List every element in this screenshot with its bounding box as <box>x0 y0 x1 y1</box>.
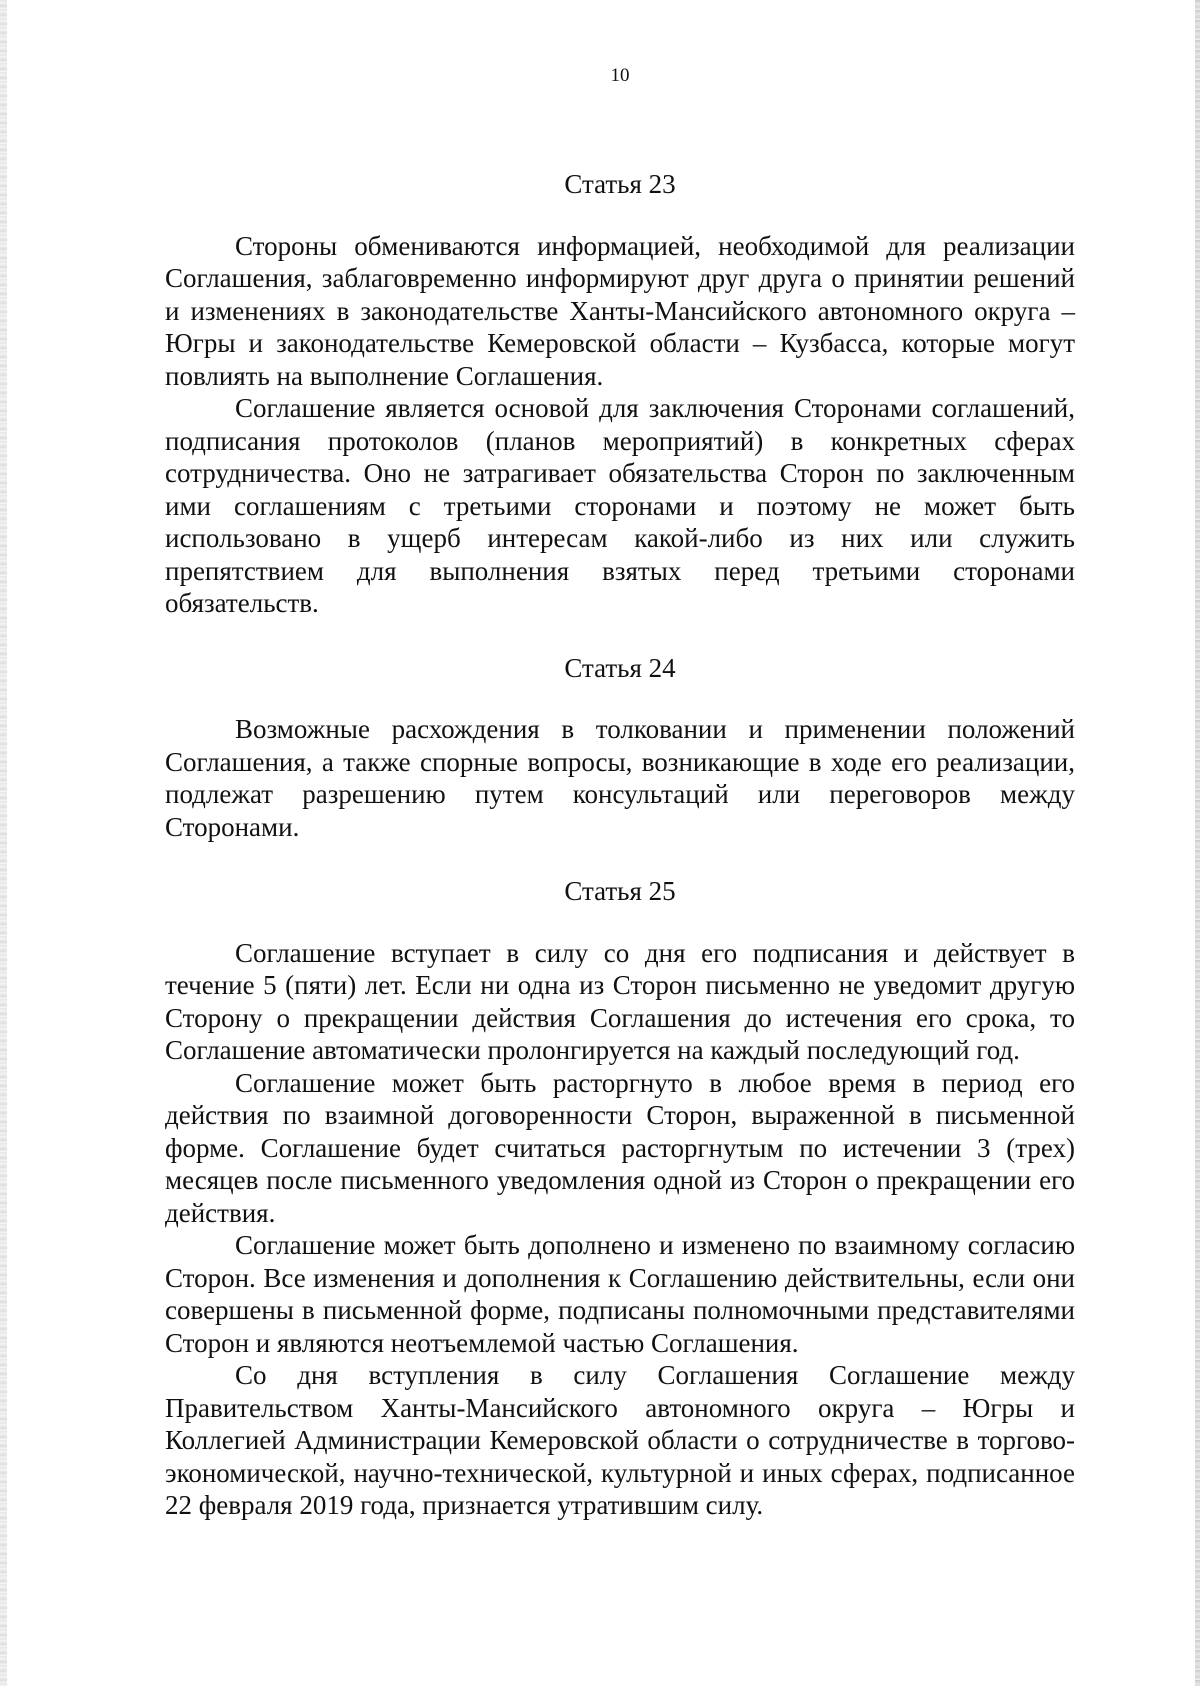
scan-edge-left <box>0 0 7 1686</box>
article-23-heading: Статья 23 <box>564 169 676 199</box>
article-25-heading: Статья 25 <box>564 876 676 906</box>
article-23-paragraph-2: Соглашение является основой для заключения Сторонами соглашений, подписания протоколов (планов мероприятий) в конкретных сферах сотрудничества. Оно не затрагивает обязательства Сторон по заключенным ими соглашениям с третьими сторонами и поэтому не может быть использовано в ущерб интересам какой-либо из них или служить препятствием для выполнения взятых перед третьими сторонами обязательств. <box>165 393 1075 618</box>
article-23-paragraph-1: Стороны обмениваются информацией, необходимой для реализации Соглашения, заблаговременно информируют друг друга о принятии решений и изменениях в законодательстве Ханты-Мансийского автономного округа – Югры и законодательстве Кемеровской области – Кузбасса, которые могут повлиять на выполнение Соглашения. <box>165 230 1075 391</box>
article-25-paragraph-3: Соглашение может быть дополнено и изменено по взаимному согласию Сторон. Все изменения и дополнения к Соглашению действительны, если они совершены в письменной форме, подписаны полномочными представителями Сторон и являются неотъемлемой частью Соглашения. <box>165 1230 1075 1358</box>
article-25-paragraph-2: Соглашение может быть расторгнуто в любое время в период его действия по взаимной договоренности Сторон, выраженной в письменной форме. Соглашение будет считаться расторгнутым по истечении 3 (трех) месяцев после письменного уведомления одной из Сторон о прекращении его действия. <box>165 1067 1075 1228</box>
page-number: 10 <box>610 65 630 86</box>
article-24-paragraph-1: Возможные расхождения в толковании и применении положений Соглашения, а также спорные вопросы, возникающие в ходе его реализации, подлежат разрешению путем консультаций или переговоров между Сторонами. <box>165 714 1075 842</box>
article-25-paragraph-1: Соглашение вступает в силу со дня его подписания и действует в течение 5 (пяти) лет. Если ни одна из Сторон письменно не уведомит другую Сторону о прекращении действия Соглашения до истечения его срока, то Соглашение автоматически пролонгируется на каждый последующий год. <box>165 937 1075 1065</box>
document-body <box>165 168 1075 1522</box>
scan-edge-right <box>1195 0 1200 1686</box>
article-24-heading: Статья 24 <box>564 652 676 683</box>
article-25-paragraph-4: Со дня вступления в силу Соглашения Соглашение между Правительством Ханты-Мансийского автономного округа – Югры и Коллегией Администрации Кемеровской области о сотрудничестве в торгово-экономической, научно-технической, культурной и иных сферах, подписанное 22 февраля 2019 года, признается утратившим силу. <box>165 1360 1075 1520</box>
